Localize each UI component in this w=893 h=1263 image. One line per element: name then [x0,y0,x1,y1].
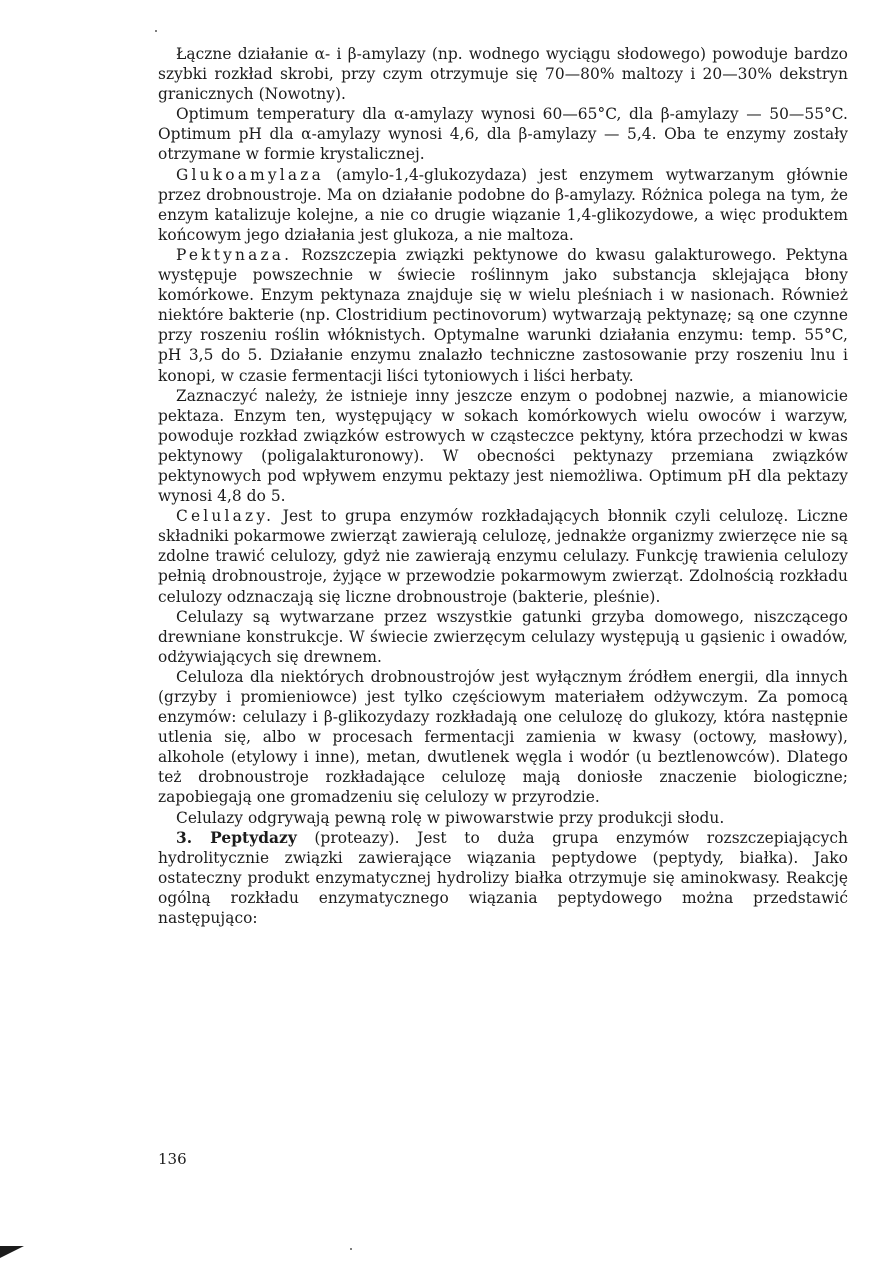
paragraph-text: Celulazy są wytwarzane przez wszystkie gatunki grzyba domowego, niszczącego drewniane konstrukcje. W świecie zwierzęcym celulazy występują u gąsienic i owadów, odżywiających się drewnem. [158,607,848,666]
paragraph-peptidases [158,828,848,928]
paragraph-text: Celuloza dla niektórych drobnoustrojów jest wyłącznym źródłem energii, dla innych (grzyby i promieniowce) jest tylko częściowym materiałem odżywczym. Za pomocą enzymów: celulazy i β-glikozydazy rozkładają one celulozę do glukozy, która następnie utlenia się, albo w procesach fermentacji zamienia w kwasy (octowy, masłowy), alkohole (etylowy i inne), metan, dwutlenek węgla i wodór (u beztlenowców). Dlatego też drobnoustroje rozkładające celulozę mają doniosłe znaczenie biologiczne; zapobiegają one gromadzeniu się celulozy w przyrodzie. [158,667,848,807]
paragraph-text: Optimum temperatury dla α-amylazy wynosi 60—65°C, dla β-amylazy — 50—55°C. Optimum pH dla α-amylazy wynosi 4,6, dla β-amylazy — 5,4. Oba te enzymy zostały otrzymane w formie krystalicznej. [158,105,848,164]
paragraph-text: Łączne działanie α- i β-amylazy (np. wodnego wyciągu słodowego) powoduje bardzo szybki rozkład skrobi, przy czym otrzymuje się 70—80% maltozy i 20—30% dekstryn granicznych (Nowotny). [158,45,848,104]
scan-corner-mark [0,1246,24,1258]
scan-speck [155,30,157,32]
paragraph-text: Celulazy odgrywają pewną rolę w piwowarstwie przy produkcji słodu. [176,808,725,827]
paragraph-text: Rozszczepia związki pektynowe do kwasu galakturowego. Pektyna występuje powszechnie w świecie roślinnym jako substancja sklejająca błony komórkowe. Enzym pektynaza znajduje się w wielu pleśniach i w nasionach. Również niektóre bakterie (np. Clostridium pectinovorum) wytwarzają pektynazę; są one czynne przy roszeniu roślin włóknistych. Optymalne warunki działania enzymu: temp. 55°C, pH 3,5 do 5. Działanie enzymu znalazło techniczne zastosowanie przy roszeniu lnu i konopi, w czasie fermentacji liści tytoniowych i liści herbaty. [158,245,848,385]
paragraph-glucoamylase [158,165,848,245]
scan-speck [350,1248,352,1250]
term-pectinase: Pektynaza. [176,245,293,264]
paragraph-amylase-optimum [158,104,848,164]
paragraph-text: (amylo-1,4-glukozydaza) jest enzymem wytwarzanym głównie przez drobnoustroje. Ma on działanie podobne do β-amylazy. Różnica polega na tym, że enzym katalizuje kolejne, a nie co drugie wiązanie 1,4-glikozydowe, a więc produktem końcowym jego działania jest glukoza, a nie maltoza. [158,165,848,244]
paragraph-text: Jest to grupa enzymów rozkładających błonnik czyli celulozę. Liczne składniki pokarmowe zwierząt zawierają celulozę, jednakże organizmy zwierzęce nie są zdolne trawić celulozy, gdyż nie zawierają enzymu celulazy. Funkcję trawienia celulozy pełnią drobnoustroje, żyjące w przewodzie pokarmowym zwierząt. Zdolnością rozkładu celulozy odznaczają się liczne drobnoustroje (bakterie, pleśnie). [158,507,848,606]
term-cellulases: Celulazy. [176,507,275,526]
paragraph-pectinase [158,245,848,386]
paragraph-cellulose-microbes [158,667,848,808]
paragraph-text: (proteazy). Jest to duża grupa enzymów rozszczepiających hydrolitycznie związki zawierające wiązania peptydowe (peptydy, białka). Jako ostateczny produkt enzymatycznej hydrolizy białka otrzymuje się aminokwasy. Reakcję ogólną rozkładu enzymatycznego wiązania peptydowego można przedstawić następująco: [158,828,848,928]
term-glucoamylase: Glukoamylaza [176,165,324,184]
paragraph-cellulases [158,506,848,606]
page-number: 136 [158,1150,187,1168]
paragraph-cellulases-sources [158,607,848,667]
term-peptidases: 3. Peptydazy [176,828,297,847]
paragraph-amylase-combined [158,44,848,104]
paragraph-text: Zaznaczyć należy, że istnieje inny jeszcze enzym o podobnej nazwie, a mianowicie pektaza. Enzym ten, występujący w sokach komórkowych wielu owoców i warzyw, powoduje rozkład związków estrowych w cząsteczce pektyny, która przechodzi w kwas pektynowy (poligalakturonowy). W obecności pektynazy przemiana związków pektynowych pod wpływem enzymu pektazy jest niemożliwa. Optimum pH dla pektazy wynosi 4,8 do 5. [158,386,848,506]
page-body [158,44,848,928]
paragraph-cellulases-brewing [158,808,848,828]
paragraph-pectase [158,386,848,507]
